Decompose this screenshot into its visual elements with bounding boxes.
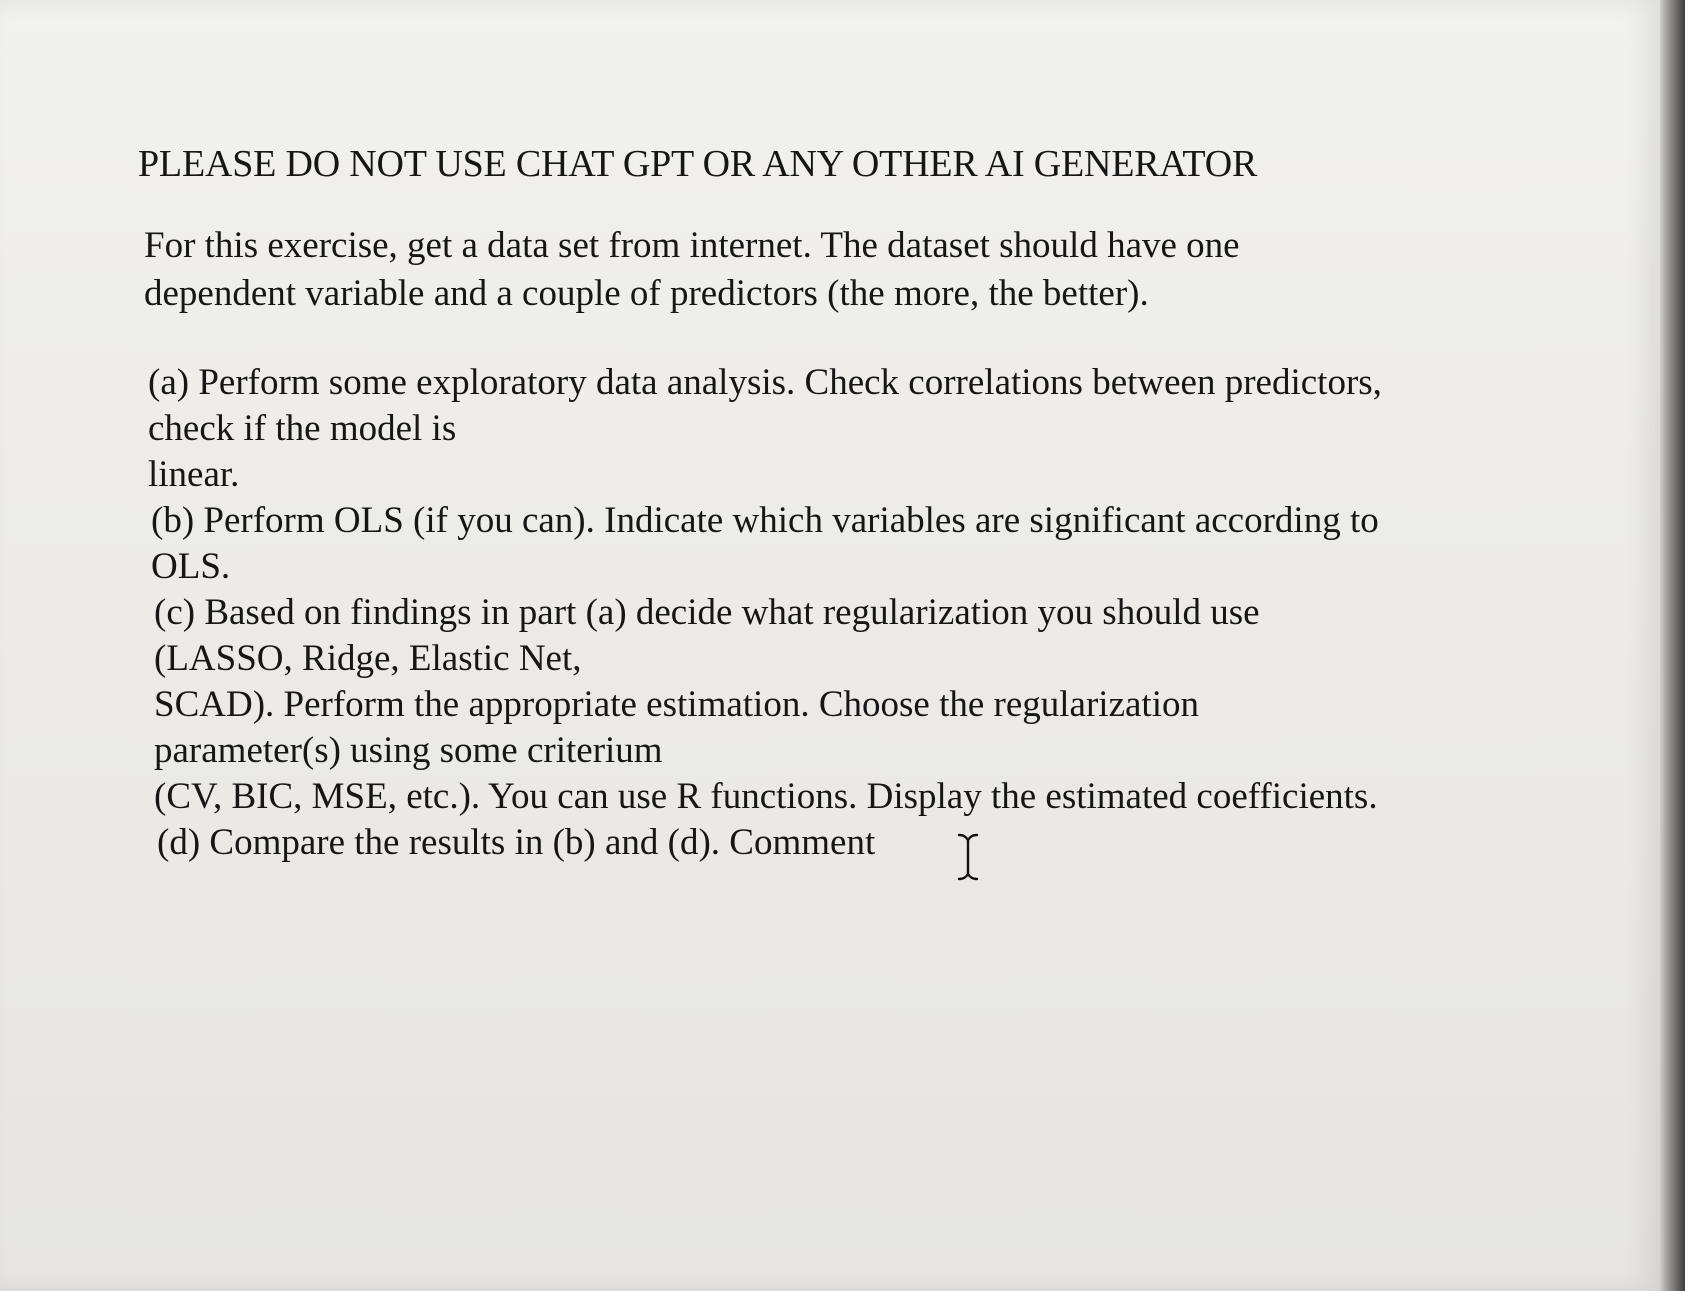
page-heading: PLEASE DO NOT USE CHAT GPT OR ANY OTHER AI GENERATOR [138,143,1258,185]
task-b [151,498,1476,590]
task-b-line: (b) Perform OLS (if you can). Indicate which variables are significant according to [151,500,1379,541]
task-d-line: (d) Compare the results in (b) and (d). Comment [157,822,876,863]
document-body [136,140,1476,866]
task-c [154,590,1476,820]
task-a [148,360,1476,498]
monitor-bezel [1660,0,1685,1291]
text-cursor-icon [955,832,981,882]
exercise-intro: For this exercise, get a data set from internet. The dataset should have one dependent variable and a couple of predictors (the more, the better). [144,225,1240,314]
task-a-line: check if the model is [148,408,457,449]
task-c-line: parameter(s) using some criterium [154,730,663,771]
task-c-line: (c) Based on findings in part (a) decide what regularization you should use [154,592,1260,633]
task-d [157,820,1476,866]
task-c-line: (LASSO, Ridge, Elastic Net, [154,638,582,679]
task-c-line: SCAD). Perform the appropriate estimation. Choose the regularization [154,684,1199,725]
task-c-line: (CV, BIC, MSE, etc.). You can use R functions. Display the estimated coefficients. [154,776,1378,817]
task-a-line: linear. [148,454,240,495]
task-a-line: (a) Perform some exploratory data analysis. Check correlations between predictors, [148,362,1382,403]
task-list [136,360,1476,866]
task-b-line: OLS. [151,546,231,587]
